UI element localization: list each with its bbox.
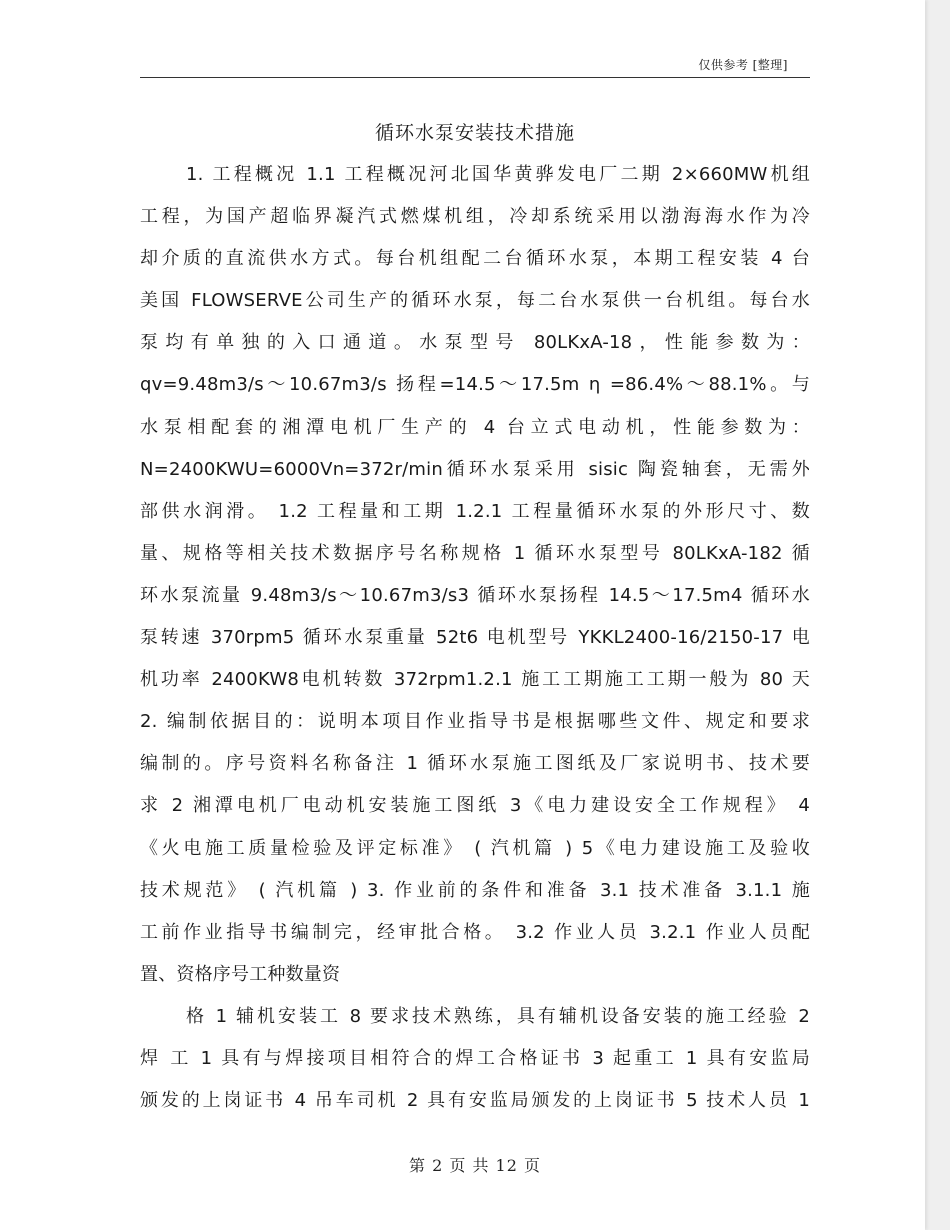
body-line: 量、规格等相关技术数据序号名称规格 1 循环水泵型号 80LKxA-182 循 — [140, 542, 810, 564]
body-line: 机功率 2400KW8电机转数 372rpm1.2.1 施工工期施工工期一般为 80 天 — [140, 669, 810, 691]
body-line: N=2400KWU=6000Vn=372r/min循环水泵采用 sisic 陶瓷轴套，无需外 — [140, 458, 810, 480]
body-line: 泵均有单独的入口通道。水泵型号 80LKxA-18，性能参数为： — [140, 332, 810, 354]
body-line: 环水泵流量 9.48m3/s～10.67m3/s3 循环水泵扬程 14.5～17.5m4 循环水 — [140, 584, 810, 606]
body-line: 置、资格序号工种数量资 — [140, 963, 341, 985]
body-line: 泵转速 370rpm5 循环水泵重量 52t6 电机型号 YKKL2400-16/2150-17 电 — [140, 627, 810, 649]
body-line: 1. 工程概况 1.1 工程概况河北国华黄骅发电厂二期 2×660MW机组 — [186, 164, 810, 185]
body-line: 技术规范》 ( 汽机篇 ) 3. 作业前的条件和准备 3.1 技术准备 3.1.1 施 — [140, 879, 810, 901]
body-line: 2. 编制依据目的：说明本项目作业指导书是根据哪些文件、规定和要求 — [140, 711, 810, 733]
body-line: 《火电施工质量检验及评定标准》 ( 汽机篇 ) 5《电力建设施工及验收 — [140, 837, 810, 859]
header-note: 仅供参考 [整理] — [698, 58, 788, 72]
body-line: 工前作业指导书编制完，经审批合格。 3.2 作业人员 3.2.1 作业人员配 — [140, 921, 810, 943]
body-line: 颁发的上岗证书 4 吊车司机 2 具有安监局颁发的上岗证书 5 技术人员 1 — [140, 1090, 810, 1112]
document-body — [140, 154, 810, 1122]
body-line: 水泵相配套的湘潭电机厂生产的 4 台立式电动机，性能参数为： — [140, 416, 810, 438]
page-number-footer: 第 2 页 共 12 页 — [409, 1156, 541, 1175]
body-line: qv=9.48m3/s～10.67m3/s 扬程=14.5～17.5m η =86.4%～88.1%。与 — [140, 374, 810, 396]
body-line: 却介质的直流供水方式。每台机组配二台循环水泵，本期工程安装 4 台 — [140, 248, 810, 270]
body-line: 格 1 辅机安装工 8 要求技术熟练，具有辅机设备安装的施工经验 2 — [186, 1005, 810, 1027]
body-line: 焊 工 1 具有与焊接项目相符合的焊工合格证书 3 起重工 1 具有安监局 — [140, 1047, 810, 1069]
body-line: 编制的。序号资料名称备注 1 循环水泵施工图纸及厂家说明书、技术要 — [140, 753, 810, 775]
body-line: 美国 FLOWSERVE公司生产的循环水泵，每二台水泵供一台机组。每台水 — [140, 290, 810, 312]
body-line: 求 2 湘潭电机厂电动机安装施工图纸 3《电力建设安全工作规程》 4 — [140, 795, 810, 817]
document-title: 循环水泵安装技术措施 — [374, 122, 575, 144]
body-line: 工程，为国产超临界凝汽式燃煤机组，冷却系统采用以渤海海水作为冷 — [140, 206, 810, 228]
header-divider — [140, 77, 810, 78]
body-line: 部供水润滑。 1.2 工程量和工期 1.2.1 工程量循环水泵的外形尺寸、数 — [140, 500, 810, 522]
